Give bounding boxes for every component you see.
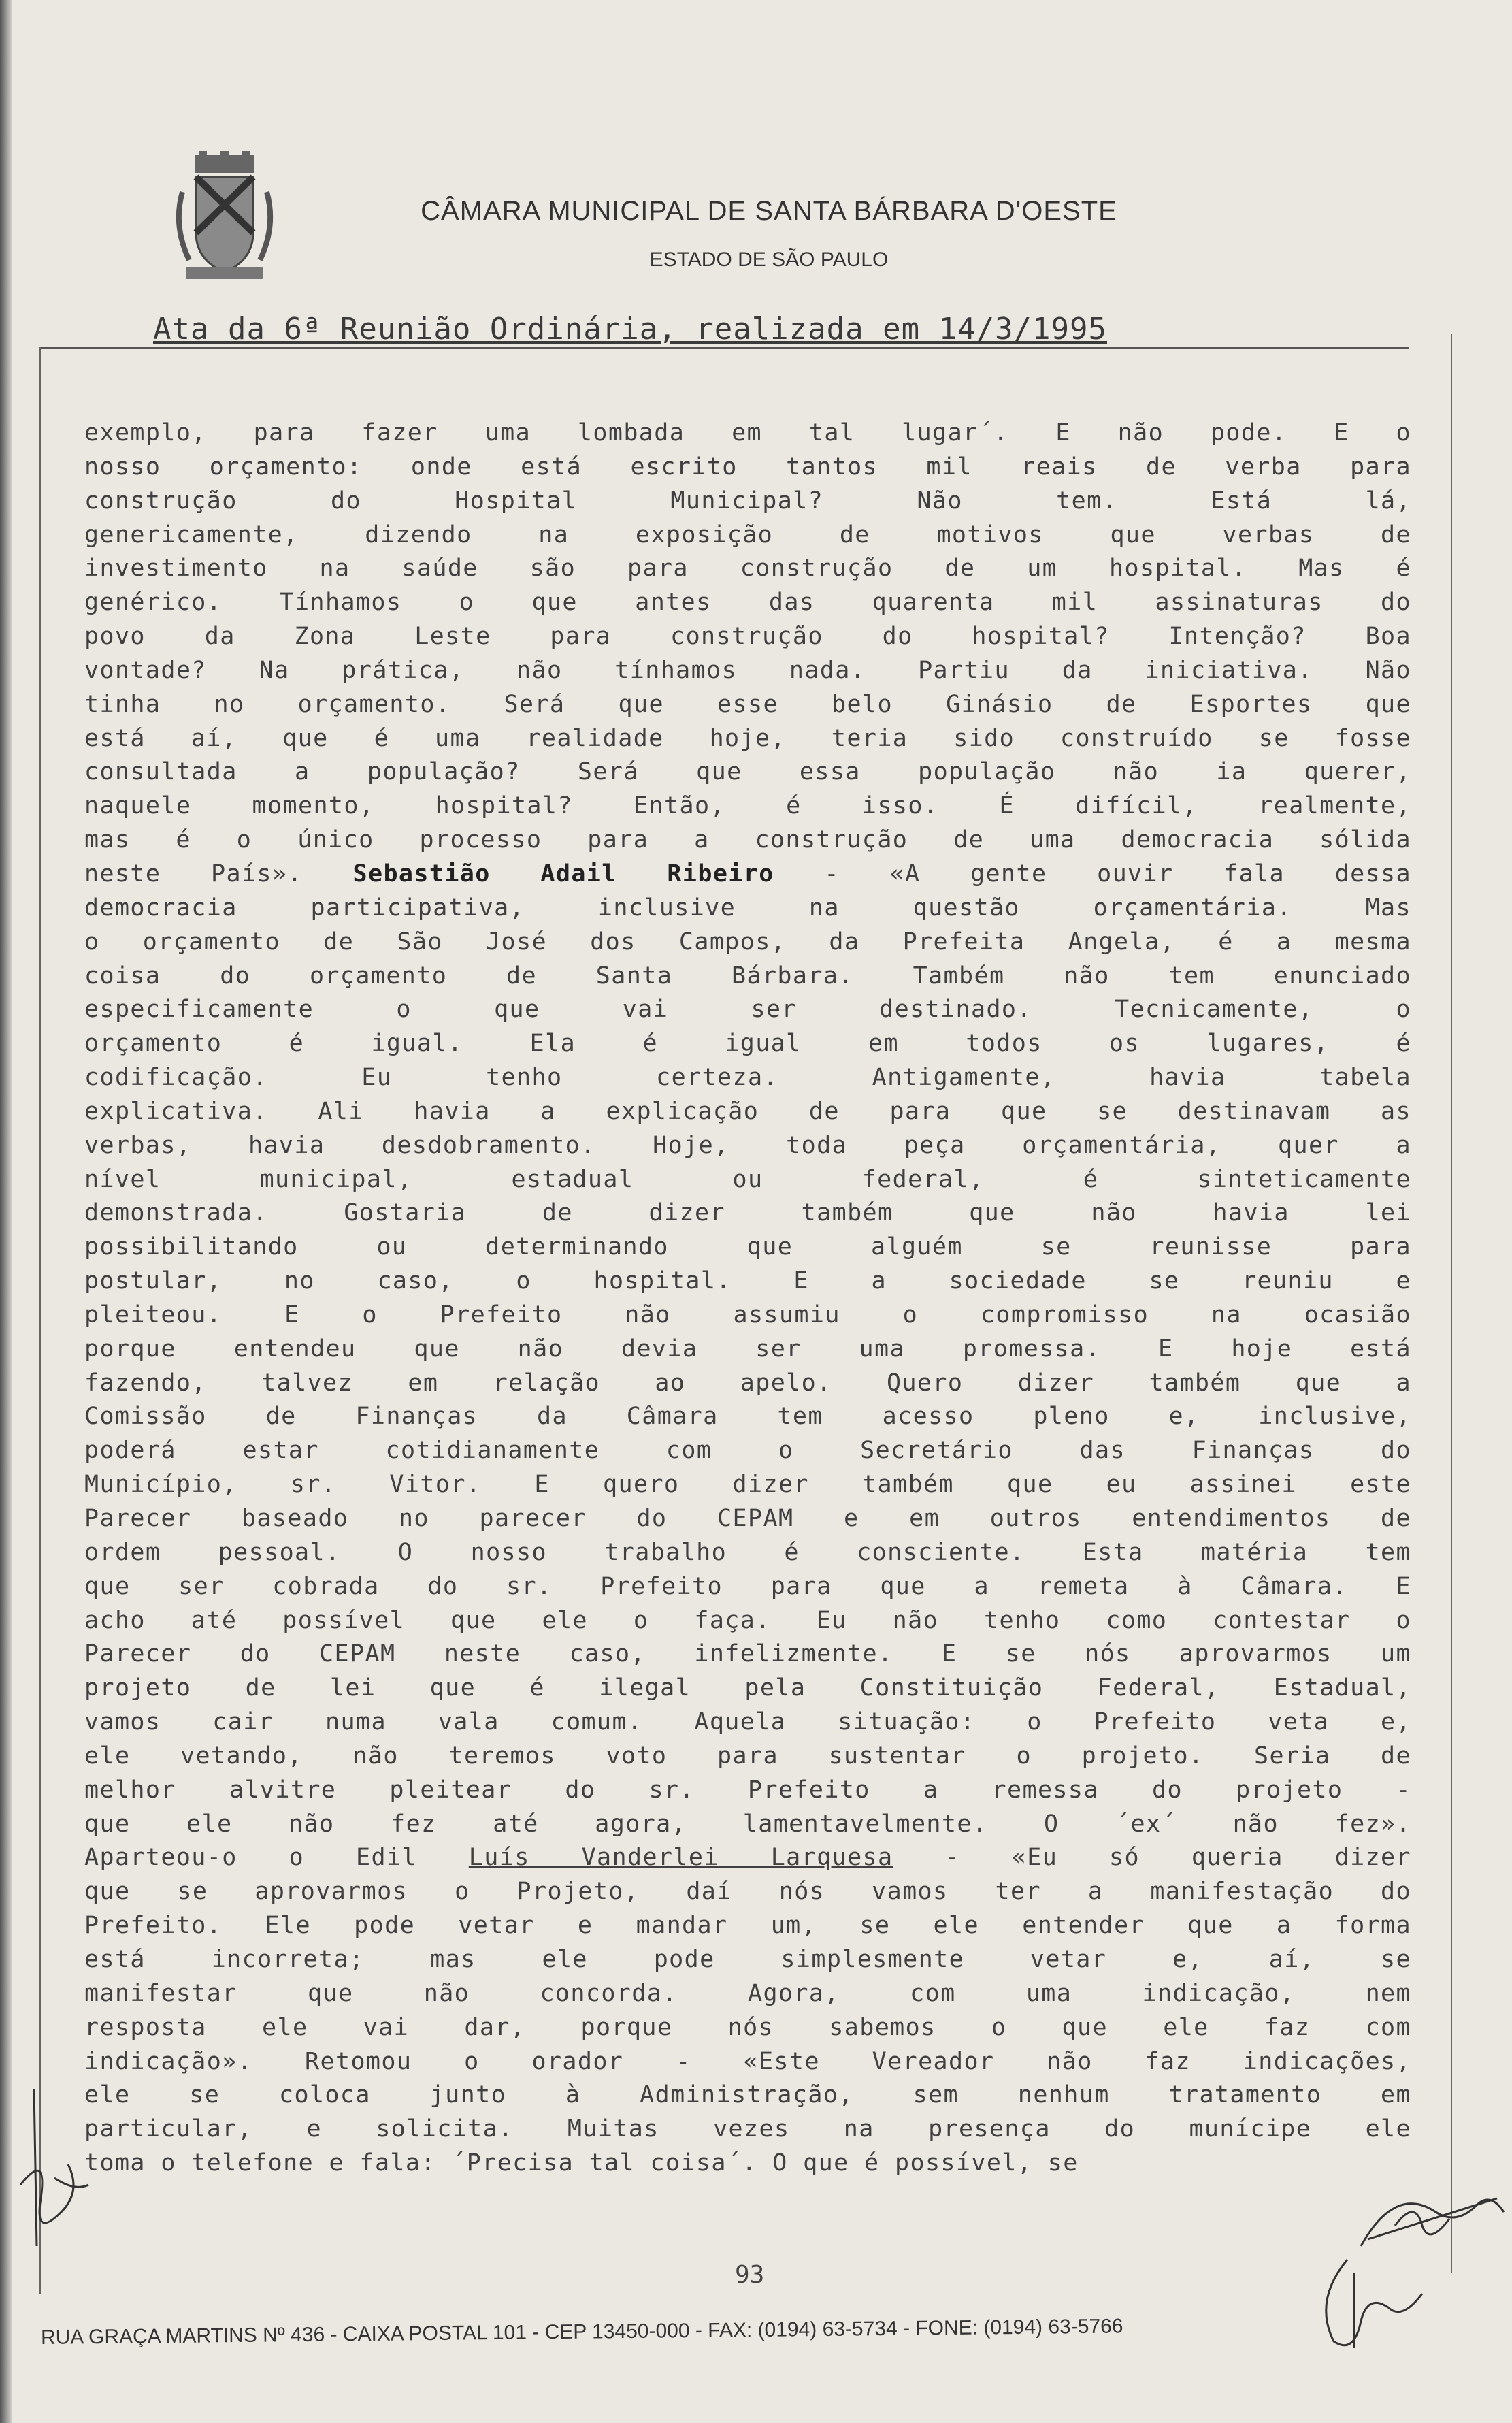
text-line: demonstrada. Gostaria de dizer também que não havia lei bbox=[84, 1199, 1411, 1227]
text-line: o orçamento de São José dos Campos, da Prefeita Angela, é a mesma bbox=[84, 928, 1411, 956]
text-line: Prefeito. Ele pode vetar e mandar um, se ele entender que a forma bbox=[84, 1912, 1411, 1940]
text-line: consultada a população? Será que essa população não ia querer, bbox=[84, 758, 1411, 786]
text-line: que ele não fez até agora, lamentavelmente. O ´ex´ não fez». bbox=[84, 1810, 1411, 1838]
text-line: projeto de lei que é ilegal pela Constituição Federal, Estadual, bbox=[84, 1674, 1411, 1702]
page-number: 93 bbox=[735, 2261, 765, 2289]
binding-edge bbox=[0, 0, 12, 2423]
handwritten-signature-left bbox=[14, 2083, 95, 2253]
text-line: melhor alvitre pleitear do sr. Prefeito a remessa do projeto - bbox=[84, 1776, 1411, 1804]
footer-address: RUA GRAÇA MARTINS Nº 436 - CAIXA POSTAL 101 - CEP 13450-000 - FAX: (0194) 63-5734 - FONE: (0194) 63-5766 bbox=[40, 2315, 1123, 2349]
speaker-name: Sebastião Adail Ribeiro bbox=[352, 860, 774, 888]
left-margin-rule bbox=[39, 347, 41, 2294]
institution-name: CÂMARA MUNICIPAL DE SANTA BÁRBARA D'OESTE bbox=[421, 196, 1117, 226]
text-line: está aí, que é uma realidade hoje, teria sido construído se fosse bbox=[84, 724, 1411, 752]
text-line: ordem pessoal. O nosso trabalho é consciente. Esta matéria tem bbox=[84, 1538, 1411, 1566]
text-line: orçamento é igual. Ela é igual em todos os lugares, é bbox=[84, 1030, 1411, 1058]
text-line: postular, no caso, o hospital. E a sociedade se reuniu e bbox=[84, 1267, 1411, 1295]
right-margin-rule bbox=[1451, 334, 1452, 2273]
text-line: particular, e solicita. Muitas vezes na presença do munícipe ele bbox=[84, 2115, 1411, 2143]
text-line: coisa do orçamento de Santa Bárbara. Também não tem enunciado bbox=[84, 962, 1411, 990]
text-fragment: - «A gente ouvir fala dessa bbox=[774, 860, 1411, 888]
text-line: naquele momento, hospital? Então, é isso. É difícil, realmente, bbox=[84, 792, 1411, 820]
text-line: resposta ele vai dar, porque nós sabemos o que ele faz com bbox=[84, 2013, 1411, 2041]
text-line: que ser cobrada do sr. Prefeito para que a remeta à Câmara. E bbox=[84, 1572, 1411, 1600]
state-name: ESTADO DE SÃO PAULO bbox=[649, 248, 889, 271]
text-line: codificação. Eu tenho certeza. Antigamente, havia tabela bbox=[84, 1064, 1411, 1092]
text-line: Parecer do CEPAM neste caso, infelizmente. E se nós aprovarmos um bbox=[84, 1640, 1411, 1668]
text-line bbox=[84, 858, 1411, 892]
page-title bbox=[153, 312, 1446, 346]
page-title-text: Ata da 6ª Reunião Ordinária, realizada em 14/3/1995 bbox=[153, 312, 1108, 346]
text-line: que se aprovarmos o Projeto, daí nós vamos ter a manifestação do bbox=[84, 1878, 1411, 1906]
text-fragment: neste País». bbox=[84, 860, 353, 888]
text-line: ele se coloca junto à Administração, sem nenhum tratamento em bbox=[84, 2081, 1411, 2109]
text-line: ele vetando, não teremos voto para sustentar o projeto. Seria de bbox=[84, 1742, 1411, 1770]
text-line: povo da Zona Leste para construção do hospital? Intenção? Boa bbox=[84, 623, 1411, 651]
text-line: mas é o único processo para a construção de uma democracia sólida bbox=[84, 826, 1411, 854]
text-line: está incorreta; mas ele pode simplesmente vetar e, aí, se bbox=[84, 1945, 1411, 1973]
text-line: tinha no orçamento. Será que esse belo Ginásio de Esportes que bbox=[84, 690, 1411, 718]
councilman-name: Luís Vanderlei Larquesa bbox=[468, 1844, 893, 1872]
text-line: explicativa. Ali havia a explicação de para que se destinavam as bbox=[84, 1097, 1411, 1125]
text-line: vontade? Na prática, não tínhamos nada. Partiu da iniciativa. Não bbox=[84, 656, 1411, 684]
text-line: investimento na saúde são para construção de um hospital. Mas é bbox=[84, 555, 1411, 583]
minutes-body bbox=[84, 417, 1411, 2181]
text-line: indicação». Retomou o orador - «Este Vereador não faz indicações, bbox=[84, 2047, 1411, 2075]
text-line: manifestar que não concorda. Agora, com uma indicação, nem bbox=[84, 1979, 1411, 2007]
text-line: genérico. Tínhamos o que antes das quarenta mil assinaturas do bbox=[84, 589, 1411, 617]
text-line: especificamente o que vai ser destinado. Tecnicamente, o bbox=[84, 996, 1411, 1024]
text-line: vamos cair numa vala comum. Aquela situação: o Prefeito veta e, bbox=[84, 1708, 1411, 1736]
text-line bbox=[84, 1841, 1411, 1875]
text-line: genericamente, dizendo na exposição de motivos que verbas de bbox=[84, 521, 1411, 549]
text-line: nosso orçamento: onde está escrito tantos mil reais de verba para bbox=[84, 453, 1411, 481]
text-line: Parecer baseado no parecer do CEPAM e em outros entendimentos de bbox=[84, 1505, 1411, 1532]
text-line: Comissão de Finanças da Câmara tem acesso pleno e, inclusive, bbox=[84, 1403, 1411, 1431]
text-line: possibilitando ou determinando que alguém se reunisse para bbox=[84, 1233, 1411, 1261]
text-line: toma o telefone e fala: ´Precisa tal coisa´. O que é possível, se bbox=[84, 2149, 1079, 2177]
text-line: pleiteou. E o Prefeito não assumiu o compromisso na ocasião bbox=[84, 1301, 1411, 1329]
text-line: exemplo, para fazer uma lombada em tal lugar´. E não pode. E o bbox=[84, 419, 1411, 446]
text-line: acho até possível que ele o faça. Eu não tenho como contestar o bbox=[84, 1606, 1411, 1634]
handwritten-initials bbox=[1286, 2246, 1436, 2355]
text-line: construção do Hospital Municipal? Não tem. Está lá, bbox=[84, 487, 1411, 515]
text-line: verbas, havia desdobramento. Hoje, toda peça orçamentária, quer a bbox=[84, 1131, 1411, 1159]
text-line: nível municipal, estadual ou federal, é sinteticamente bbox=[84, 1165, 1411, 1193]
text-line: fazendo, talvez em relação ao apelo. Quero dizer também que a bbox=[84, 1369, 1411, 1397]
coat-of-arms-icon bbox=[169, 151, 280, 284]
text-line: poderá estar cotidianamente com o Secretário das Finanças do bbox=[84, 1437, 1411, 1465]
text-line: democracia participativa, inclusive na questão orçamentária. Mas bbox=[84, 894, 1411, 922]
title-rule bbox=[41, 347, 1409, 349]
text-fragment: Aparteou-o o Edil bbox=[84, 1844, 469, 1872]
text-line: porque entendeu que não devia ser uma promessa. E hoje está bbox=[84, 1335, 1411, 1363]
text-fragment: - «Eu só queria dizer bbox=[893, 1844, 1411, 1872]
text-line: Município, sr. Vitor. E quero dizer também que eu assinei este bbox=[84, 1471, 1411, 1499]
